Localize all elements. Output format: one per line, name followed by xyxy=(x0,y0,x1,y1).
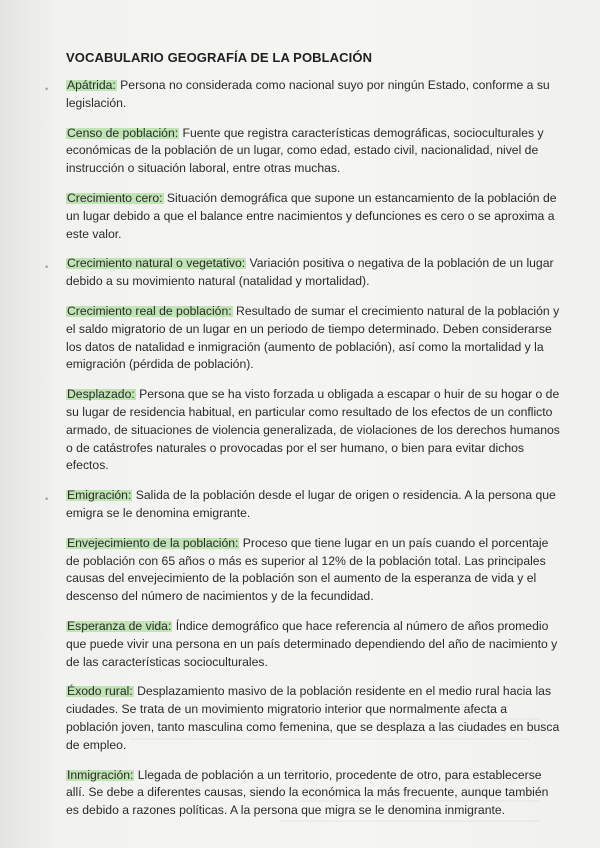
glossary-term: Crecimiento natural o vegetativo: xyxy=(67,256,246,271)
glossary-definition: Persona que se ha visto forzada u obligada a escapar o huir de su hogar o de su lugar de residencia habitual, en particular como resultado de los efectos de un conflicto armado, de situaciones de violencia generalizada, de violaciones de los derechos humanos o de catástrofes naturales o provocadas por el ser humano, o bien para evitar dichos efectos. xyxy=(66,387,560,473)
bullet-icon: • xyxy=(45,262,49,273)
document-title: VOCABULARIO GEOGRAFÍA DE LA POBLACIÓN xyxy=(66,50,373,65)
glossary-entry xyxy=(45,487,560,523)
glossary-entry xyxy=(66,683,560,754)
glossary-definition: Llegada de población a un territorio, procedente de otro, para establecerse allí. Se debe a diferentes causas, siendo la económica la más frecuente, aunque también es debido a razones políticas. A la persona que migra se le denomina inmigrante. xyxy=(66,767,549,818)
glossary-entry xyxy=(45,255,560,291)
glossary-term: Crecimiento real de población: xyxy=(67,303,232,318)
glossary-definition: Desplazamiento masivo de la población residente en el medio rural hacia las ciudades. Se trata de un movimiento migratorio interior que normalmente afecta a población joven, tanto masculina como femenina, que se desplaza a las ciudades en busca de empleo. xyxy=(66,684,560,752)
glossary-entry xyxy=(66,618,560,671)
bullet-icon: • xyxy=(45,84,49,94)
glossary-term: Envejecimiento de la población: xyxy=(67,535,239,550)
glossary-definition: Variación positiva o negativa de la población de un lugar debido a su movimiento natural (natalidad y mortalidad). xyxy=(66,256,554,289)
glossary-entry xyxy=(66,190,560,243)
glossary-term: Éxodo rural: xyxy=(67,684,133,699)
glossary-definition: Situación demográfica que supone un estancamiento de la población de un lugar debido a que el balance entre nacimientos y defunciones es cero o se aproxima a este valor. xyxy=(66,190,557,241)
document-body xyxy=(45,50,560,832)
glossary-entry xyxy=(66,386,560,475)
glossary-definition: Índice demográfico que hace referencia al número de años promedio que puede vivir una persona en un país determinado dependiendo del año de nacimiento y de las características socioculturales. xyxy=(66,618,558,669)
glossary-entry xyxy=(66,125,560,178)
glossary-entry xyxy=(66,535,560,606)
glossary-definition: Fuente que registra características demográficas, socioculturales y económicas de la población de un lugar, como edad, estado civil, nacionalidad, nivel de instrucción o situación laboral, entre otras muchas. xyxy=(66,125,544,176)
glossary-entry xyxy=(66,303,560,374)
glossary-term: Crecimiento cero: xyxy=(67,190,163,205)
glossary-term: Censo de población: xyxy=(67,125,179,140)
glossary-entry xyxy=(45,77,560,113)
glossary-definition: Persona no considerada como nacional suyo por ningún Estado, conforme a su legislación. xyxy=(66,78,550,110)
glossary-list xyxy=(45,77,560,820)
glossary-term: Desplazado: xyxy=(67,387,135,402)
glossary-entry xyxy=(66,767,560,820)
bullet-icon: • xyxy=(45,494,49,505)
glossary-definition: Resultado de sumar el crecimiento natural de la población y el saldo migratorio de un lugar en un periodo de tiempo determinado. Deben considerarse los datos de natalidad e inmigración (aumento de población), así como la mortalidad y la emigración (pérdida de población). xyxy=(66,303,560,372)
glossary-definition: Proceso que tiene lugar en un país cuando el porcentaje de población con 65 años o más es superior al 12% de la población total. Las principales causas del envejecimiento de la población son el aumento de la esperanza de vida y el descenso del número de nacimientos y de la fecundidad. xyxy=(66,535,549,604)
glossary-term: Emigración: xyxy=(67,488,132,503)
glossary-term: Inmigración: xyxy=(67,767,134,782)
glossary-term: Esperanza de vida: xyxy=(67,618,172,633)
glossary-term: Apátrida: xyxy=(67,78,116,92)
glossary-definition: Salida de la población desde el lugar de origen o residencia. A la persona que emigra se le denomina emigrante. xyxy=(66,488,556,520)
